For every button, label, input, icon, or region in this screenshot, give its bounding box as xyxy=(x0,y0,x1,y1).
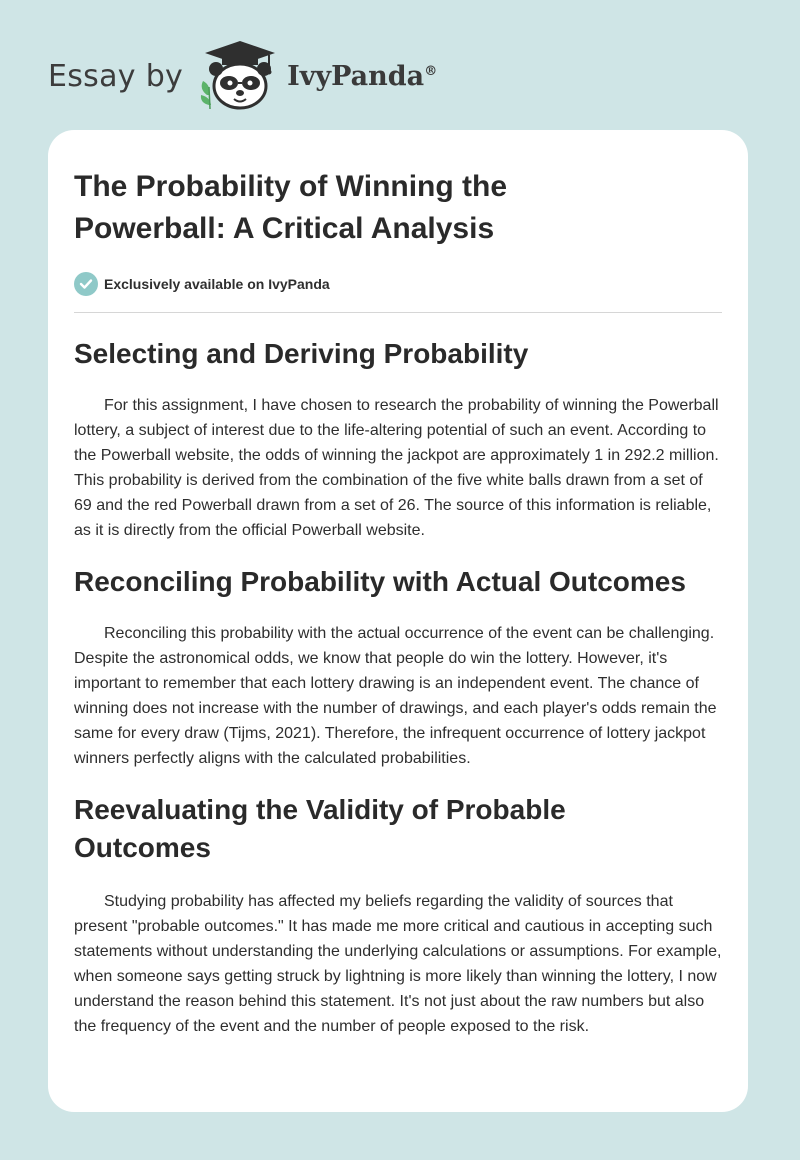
exclusive-badge-label: Exclusively available on IvyPanda xyxy=(104,276,330,292)
section-reconciling-probability xyxy=(74,563,722,771)
section-heading: Reconciling Probability with Actual Outcomes xyxy=(74,566,686,597)
article-card xyxy=(48,130,748,1112)
registered-mark: ® xyxy=(424,63,438,79)
section-selecting-probability xyxy=(74,335,722,543)
exclusive-badge xyxy=(74,270,722,298)
panda-logo-icon[interactable] xyxy=(197,39,283,113)
title-divider xyxy=(74,312,722,313)
article-title: The Probability of Winning the Powerball: A Critical Analysis xyxy=(74,170,508,245)
section-paragraph: Reconciling this probability with the actual occurrence of the event can be challenging. Despite the astronomical odds, we know that people do win the lottery. However, it's important to remember that each lottery drawing is an independent event. The chance of winning does not increase with the number of drawings, and each player's odds remain the same for every draw (Tijms, 2021). Therefore, the infrequent occurrence of lottery jackpot winners perfectly aligns with the calculated probabilities. xyxy=(74,625,717,767)
section-reevaluating-validity xyxy=(74,791,722,1039)
brand-name-text: IvyPanda xyxy=(287,60,425,92)
checkmark-icon xyxy=(74,272,98,296)
brand-header xyxy=(48,36,437,116)
section-heading: Reevaluating the Validity of Probable Outcomes xyxy=(74,794,566,863)
brand-name xyxy=(287,61,437,92)
brand-prefix: Essay by xyxy=(48,58,184,94)
section-heading: Selecting and Deriving Probability xyxy=(74,338,529,369)
section-paragraph: Studying probability has affected my beliefs regarding the validity of sources that present "probable outcomes." It has made me more critical and cautious in accepting such statements without understanding the underlying calculations or assumptions. For example, when someone says getting struck by lightning is more likely than winning the lottery, I now understand the reason behind this statement. It's not just about the raw numbers but also the frequency of the event and the number of people exposed to the risk. xyxy=(74,893,722,1035)
section-paragraph: For this assignment, I have chosen to research the probability of winning the Powerball lottery, a subject of interest due to the life-altering potential of such an event. According to the Powerball website, the odds of winning the jackpot are approximately 1 in 292.2 million. This probability is derived from the combination of the five white balls drawn from a set of 69 and the red Powerball drawn from a set of 26. The source of this information is reliable, as it is directly from the official Powerball website. xyxy=(74,397,719,539)
checkmark-glyph xyxy=(79,277,93,291)
